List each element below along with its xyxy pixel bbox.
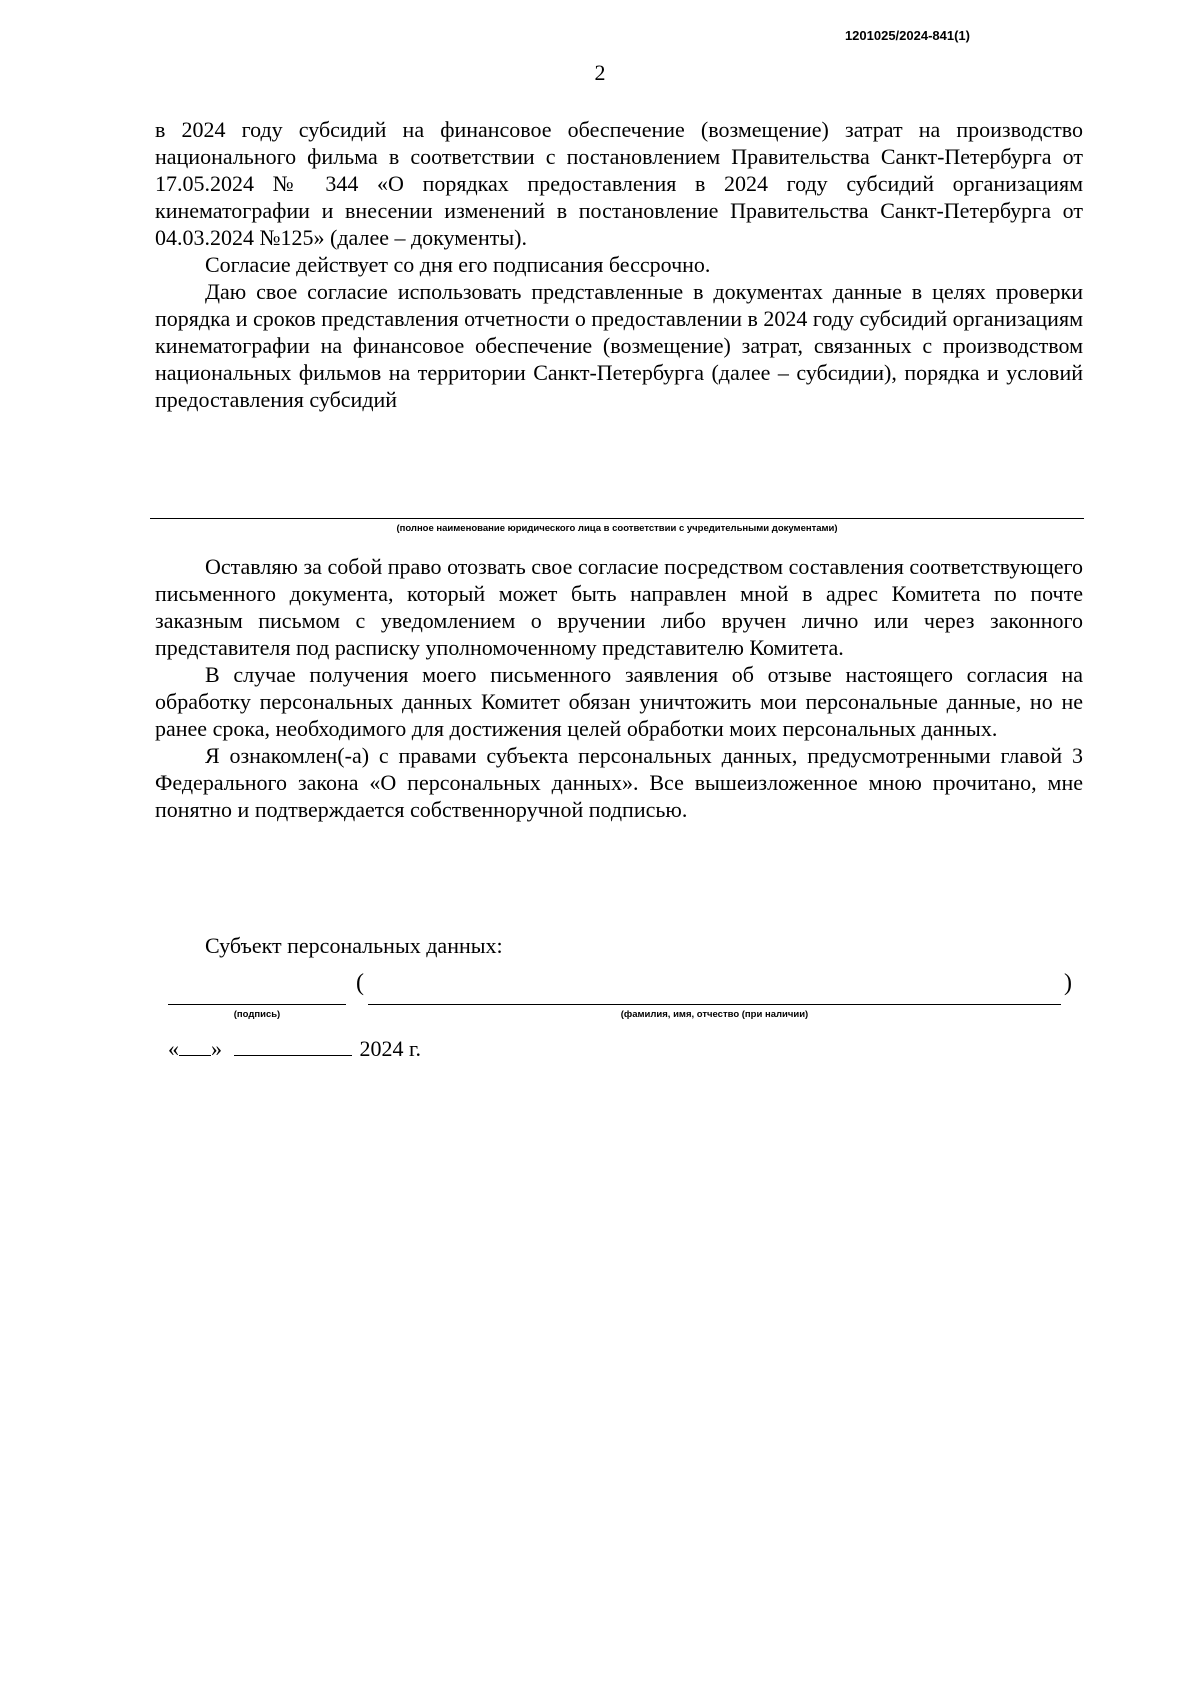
date-year: 2024 г. — [359, 1036, 422, 1061]
paragraph-consent-use: Даю свое согласие использовать представленные в документах данные в целях проверки порядка и сроков представления отчетности о предоставлении в 2024 году субсидий организациям кинематографии на финансовое обеспечение (возмещение) затрат, связанных с производством национальных фильмов на территории Санкт-Петербурга (далее – субсидии), порядка и условий предоставления субсидий — [155, 279, 1083, 412]
page-number: 2 — [594, 60, 606, 85]
paragraph-continuation: в 2024 году субсидий на финансовое обеспечение (возмещение) затрат на производство национального фильма в соответствии с постановлением Правительства Санкт-Петербурга от 17.05.2024 № 344 «О порядках предоставления в 2024 году субсидий организациям кинематографии и внесении изменений в постановление Правительства Санкт-Петербурга от 04.03.2024 №125» (далее – документы). — [155, 117, 1083, 250]
date-row — [168, 1036, 421, 1062]
full-name-line — [368, 1004, 1061, 1005]
date-close-quote: » — [211, 1036, 222, 1061]
body-text-top — [155, 116, 1083, 413]
paragraph-validity: Согласие действует со дня его подписания бессрочно. — [205, 252, 711, 277]
body-text-bottom — [155, 553, 1083, 823]
organization-name-caption: (полное наименование юридического лица в соответствии с учредительными документами) — [396, 523, 838, 534]
signature-line — [168, 1004, 346, 1005]
day-blank — [179, 1037, 211, 1056]
name-open-paren: ( — [356, 970, 364, 996]
paragraph-revoke: Оставляю за собой право отозвать свое согласие посредством составления соответствующего письменного документа, который может быть направлен мной в адрес Комитета по почте заказным письмом с уведомлением о вручении либо вручен лично или через законного представителя под расписку уполномоченному представителю Комитета. — [155, 554, 1083, 660]
date-open-quote: « — [168, 1036, 179, 1061]
signature-caption: (подпись) — [233, 1009, 281, 1020]
document-id: 1201025/2024-841(1) — [844, 28, 970, 43]
name-close-paren: ) — [1064, 970, 1072, 996]
paragraph-withdrawal: В случае получения моего письменного заявления об отзыве настоящего согласия на обработку персональных данных Комитет обязан уничтожить мои персональные данные, но не ранее срока, необходимого для достижения целей обработки моих персональных данных. — [155, 662, 1083, 741]
subject-label: Субъект персональных данных: — [205, 933, 503, 958]
paragraph-acknowledgement: Я ознакомлен(-а) с правами субъекта персональных данных, предусмотренными главой 3 Федерального закона «О персональных данных». Все вышеизложенное мною прочитано, мне понятно и подтверждается собственноручной подписью. — [155, 743, 1083, 822]
organization-name-line — [150, 518, 1084, 519]
full-name-caption: (фамилия, имя, отчество (при наличии) — [620, 1009, 809, 1020]
month-blank — [234, 1037, 352, 1056]
